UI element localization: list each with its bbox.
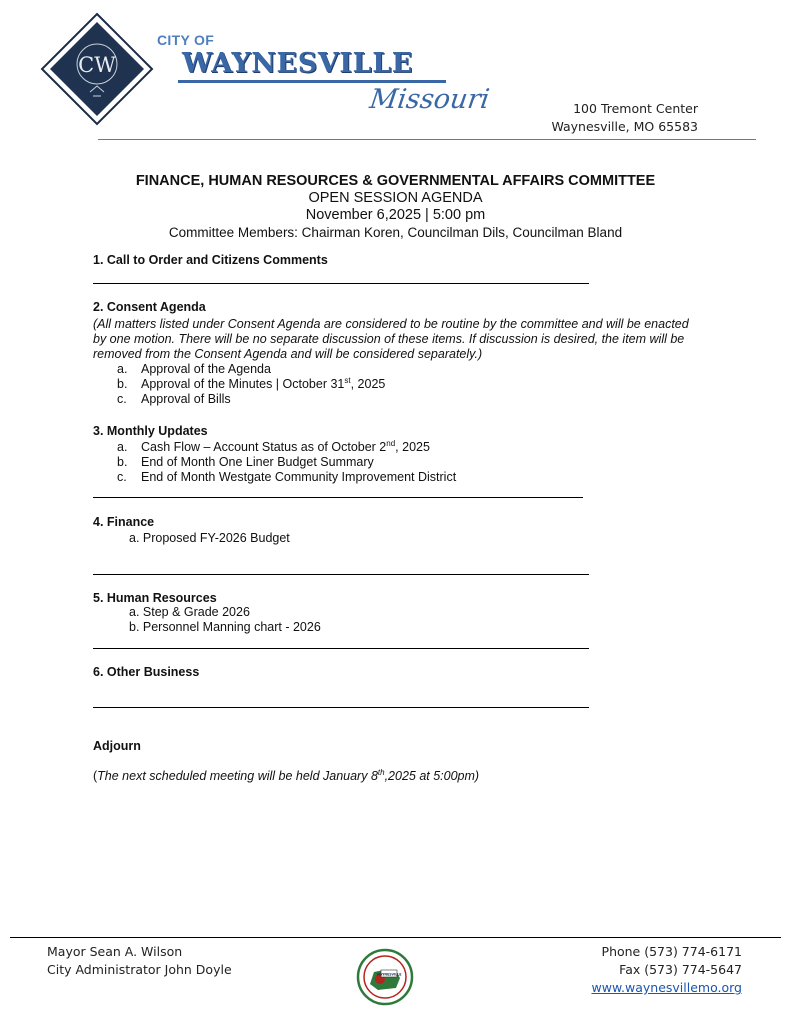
- address-line-1: 100 Tremont Center: [573, 101, 698, 116]
- wordmark-underline: [178, 80, 446, 83]
- logo-monogram: CW: [78, 53, 116, 77]
- list-item: c. End of Month Westgate Community Improvement District: [117, 470, 457, 484]
- website-link[interactable]: www.waynesvillemo.org: [591, 980, 742, 995]
- fax-number: Fax (573) 774-5647: [619, 962, 742, 977]
- city-address: [548, 100, 698, 136]
- list-item: c. Approval of Bills: [117, 392, 231, 406]
- section-2-heading: 2. Consent Agenda: [93, 300, 206, 314]
- phone-number: Phone (573) 774-6171: [601, 944, 742, 959]
- list-item: a. Approval of the Agenda: [117, 362, 271, 376]
- city-name-wordmark: WAYNESVILLE: [182, 48, 413, 79]
- section-divider: [93, 648, 589, 649]
- state-wordmark: Missouri: [367, 84, 492, 115]
- address-line-2: Waynesville, MO 65583: [551, 119, 698, 134]
- footer-contact: [560, 943, 742, 997]
- seal-text: WAYNESVILLE: [376, 972, 402, 977]
- section-divider: [93, 707, 589, 708]
- meeting-date: November 6,2025 | 5:00 pm: [305, 207, 486, 223]
- section-6-heading: 6. Other Business: [93, 665, 200, 679]
- next-meeting-note: (The next scheduled meeting will be held January 8th,2025 at 5:00pm): [93, 768, 480, 783]
- consent-agenda-note: (All matters listed under Consent Agenda are considered to be routine by the committee and will be enacted by one motion. There will be no separate discussion of these items. If discussion is desired, the item will be removed from the Consent Agenda and will be considered separately.): [93, 317, 689, 361]
- section-divider: [93, 574, 589, 575]
- administrator-name: City Administrator John Doyle: [47, 962, 232, 977]
- city-logo-diamond: [40, 12, 154, 126]
- list-item: b. End of Month One Liner Budget Summary: [117, 455, 374, 469]
- committee-members: Committee Members: Chairman Koren, Councilman Dils, Councilman Bland: [168, 225, 623, 240]
- list-item: a. Cash Flow – Account Status as of October 2nd, 2025: [117, 439, 430, 454]
- list-item: b. Approval of the Minutes | October 31st, 2025: [117, 376, 386, 391]
- section-divider: [93, 283, 589, 284]
- list-item: b. Personnel Manning chart - 2026: [129, 620, 321, 634]
- section-3-heading: 3. Monthly Updates: [93, 424, 208, 438]
- section-1-heading: 1. Call to Order and Citizens Comments: [93, 253, 328, 267]
- session-title: OPEN SESSION AGENDA: [308, 190, 483, 206]
- section-5-heading: 5. Human Resources: [93, 591, 217, 605]
- section-4-heading: 4. Finance: [93, 515, 155, 529]
- header-divider: [98, 139, 756, 140]
- footer-officials: [47, 943, 232, 979]
- list-item: a. Step & Grade 2026: [129, 605, 250, 619]
- city-seal-icon: [356, 948, 414, 1006]
- mayor-name: Mayor Sean A. Wilson: [47, 944, 183, 959]
- list-item: a. Proposed FY-2026 Budget: [129, 531, 290, 545]
- section-divider: [93, 497, 583, 498]
- footer-divider: [10, 937, 781, 938]
- city-of-label: CITY OF: [157, 32, 215, 48]
- committee-title: FINANCE, HUMAN RESOURCES & GOVERNMENTAL AFFAIRS COMMITTEE: [135, 173, 656, 189]
- adjourn-heading: Adjourn: [93, 739, 141, 753]
